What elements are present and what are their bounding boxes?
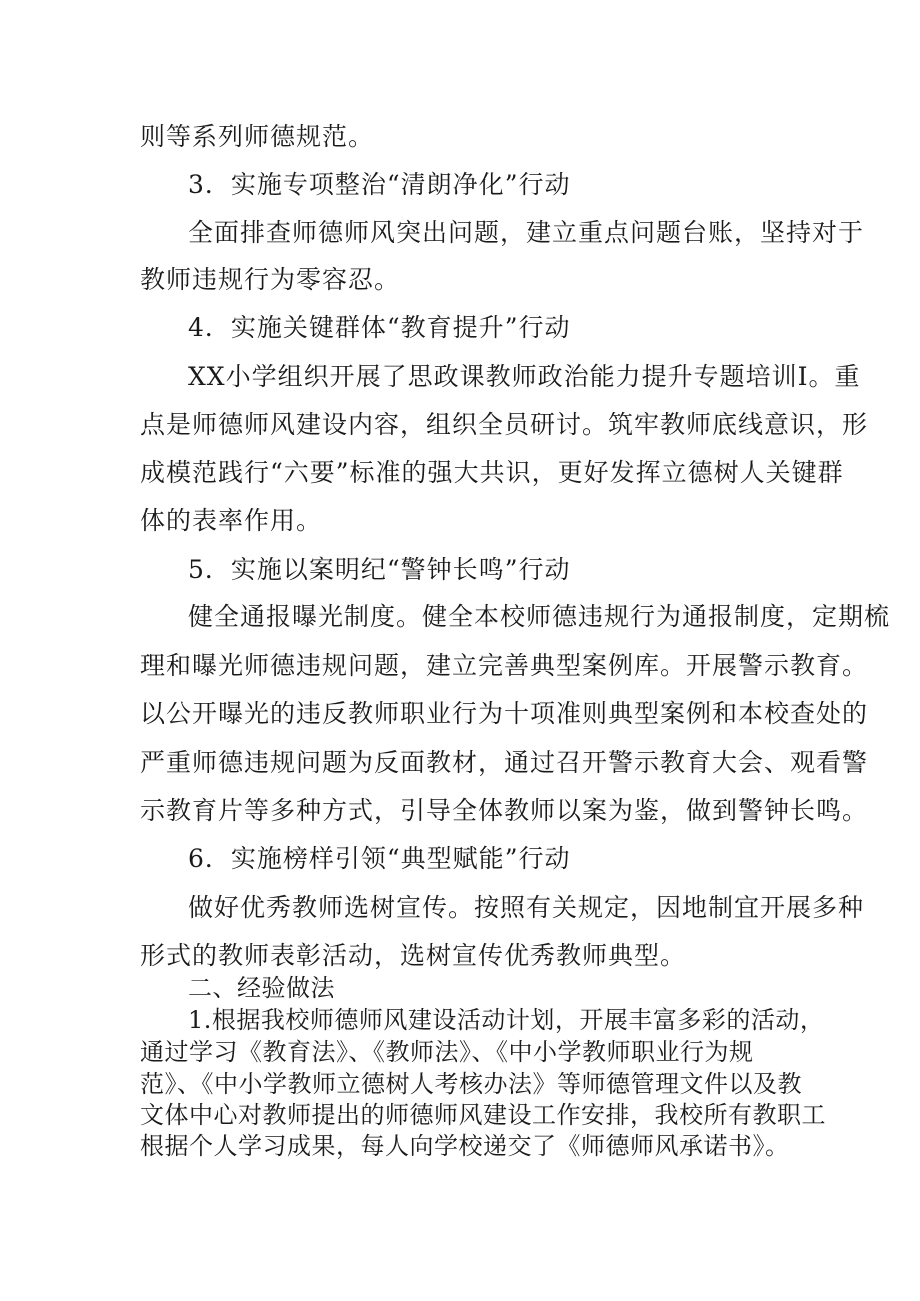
section-heading: 5．实施以案明纪“警钟长鸣”行动 bbox=[188, 555, 571, 584]
paragraph-line: 示教育片等多种方式，引导全体教师以案为鉴，做到警钟长鸣。 bbox=[140, 796, 869, 825]
paragraph-line: 理和曝光师德违规问题，建立完善典型案例库。开展警示教育。 bbox=[140, 651, 869, 680]
paragraph-line: 严重师德违规问题为反面教材，通过召开警示教育大会、观看警 bbox=[140, 748, 869, 777]
paragraph-line: 范》、《中小学教师立德树人考核办法》等师德管理文件以及教 bbox=[140, 1070, 802, 1098]
paragraph-line: 健全通报曝光制度。健全本校师德违规行为通报制度，定期梳 bbox=[188, 602, 891, 631]
paragraph-line: 全面排查师德师风突出问题，建立重点问题台账，坚持对于 bbox=[188, 218, 865, 247]
paragraph-line: 点是师德师风建设内容，组织全员研讨。筑牢教师底线意识，形 bbox=[140, 410, 869, 439]
paragraph-line: 文体中心对教师提出的师德师风建设工作安排，我校所有教职工 bbox=[140, 1101, 826, 1129]
paragraph-line: 形式的教师表彰活动，选树宣传优秀教师典型。 bbox=[140, 941, 687, 970]
section-heading: 二、经验做法 bbox=[188, 974, 335, 1002]
section-heading: 3．实施专项整治“清朗净化”行动 bbox=[188, 170, 571, 199]
paragraph-line: 1.根据我校师德师风建设活动计划，开展丰富多彩的活动， bbox=[188, 1006, 825, 1034]
section-heading: 6．实施榜样引领“典型赋能”行动 bbox=[188, 844, 571, 873]
section-heading: 4．实施关键群体“教育提升”行动 bbox=[188, 313, 571, 342]
paragraph-line: 通过学习《教育法》、《教师法》、《中小学教师职业行为规 bbox=[140, 1038, 754, 1066]
paragraph-line: XX小学组织开展了思政课教师政治能力提升专题培训Ⅰ。重 bbox=[188, 362, 861, 391]
paragraph-line: 做好优秀教师选树宣传。按照有关规定，因地制宜开展多种 bbox=[188, 893, 865, 922]
paragraph-line: 体的表率作用。 bbox=[140, 506, 323, 535]
paragraph-line: 则等系列师德规范。 bbox=[140, 122, 375, 151]
paragraph-line: 教师违规行为零容忍。 bbox=[140, 265, 401, 294]
paragraph-line: 成模范践行“六要”标准的强大共识，更好发挥立德树人关键群 bbox=[140, 458, 844, 487]
paragraph-line: 根据个人学习成果，每人向学校递交了《师德师风承诺书》。 bbox=[140, 1132, 790, 1160]
paragraph-line: 以公开曝光的违反教师职业行为十项准则典型案例和本校查处的 bbox=[140, 699, 869, 728]
